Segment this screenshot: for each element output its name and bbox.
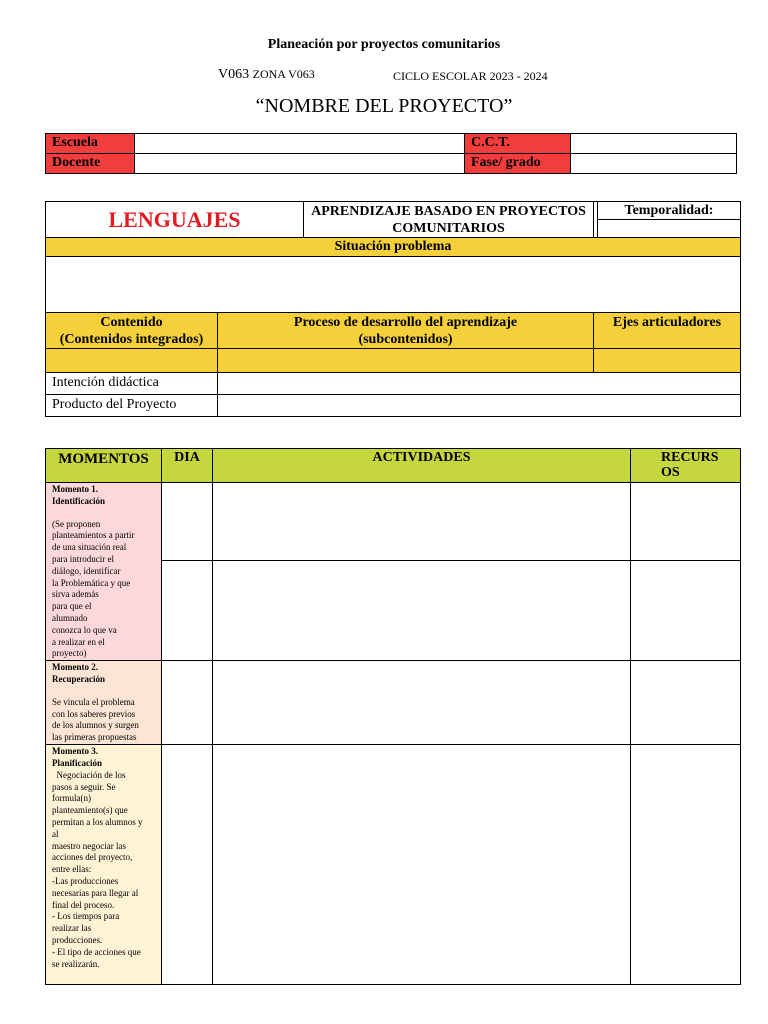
fase-field[interactable]	[571, 154, 737, 174]
moment-1-dia-b[interactable]	[162, 561, 213, 661]
cct-field[interactable]	[571, 134, 737, 154]
moment-line: alumnado	[52, 612, 88, 623]
producto-label: Producto del Proyecto	[46, 395, 218, 417]
moment-1-name: Identificación	[52, 495, 105, 506]
temporalidad-label: Temporalidad:	[598, 202, 741, 220]
activities-table	[45, 448, 741, 985]
moment-line: final del proceso.	[52, 899, 115, 910]
proceso-field[interactable]	[218, 349, 594, 373]
fase-label: Fase/ grado	[465, 154, 571, 174]
ejes-label: Ejes articuladores	[594, 313, 741, 349]
moment-2	[46, 661, 162, 745]
col-recursos-1: RECURS	[661, 450, 719, 465]
moment-line: al	[52, 828, 59, 839]
moment-3-name: Planificación	[52, 757, 102, 768]
moment-1	[46, 483, 162, 661]
proceso-header	[218, 313, 594, 349]
moment-3-title: Momento 3.	[52, 746, 98, 757]
moment-2-description	[52, 697, 157, 744]
escuela-field[interactable]	[135, 134, 465, 154]
moment-line: - Los tiempos para	[52, 911, 120, 922]
proceso-label: Proceso de desarrollo del aprendizaje	[293, 315, 518, 330]
moment-2-name: Recuperación	[52, 673, 105, 684]
moment-line: sirva además	[52, 589, 99, 600]
moment-1-title: Momento 1.	[52, 484, 98, 494]
moment-line: las primeras propuestas	[52, 732, 137, 743]
docente-field[interactable]	[135, 154, 465, 174]
moment-line: planteamiento(s) que	[52, 805, 128, 816]
moment-line: formula(n)	[52, 793, 91, 804]
col-recursos	[631, 449, 741, 483]
campo-formativo: LENGUAJES	[46, 202, 304, 238]
moment-line: planteamientos a partir	[52, 530, 135, 541]
moment-3-dia[interactable]	[162, 745, 213, 985]
moment-1-dia-a[interactable]	[162, 483, 213, 561]
situacion-label: Situación problema	[46, 238, 741, 257]
col-recursos-2: OS	[661, 465, 680, 480]
col-momentos: MOMENTOS	[46, 449, 162, 483]
moment-line: con los saberes previos	[52, 708, 136, 719]
intencion-label: Intención didáctica	[46, 373, 218, 395]
moment-2-title: Momento 2.	[52, 662, 98, 673]
metodologia: APRENDIZAJE BASADO EN PROYECTOS COMUNITARIOS	[304, 202, 594, 238]
moment-1-actividades-a[interactable]	[213, 483, 631, 561]
school-cycle: CICLO ESCOLAR 2023 - 2024	[393, 69, 548, 83]
moment-3	[46, 745, 162, 985]
moment-line: Negociación de los	[52, 769, 126, 780]
subject-table	[45, 201, 741, 417]
moment-2-recursos[interactable]	[631, 661, 741, 745]
col-dia: DIA	[162, 449, 213, 483]
moment-2-actividades[interactable]	[213, 661, 631, 745]
contenido-header	[46, 313, 218, 349]
info-table	[45, 133, 737, 174]
moment-line: la Problemática y que	[52, 577, 131, 588]
moment-line: acciones del proyecto,	[52, 852, 133, 863]
moment-1-description	[52, 519, 157, 661]
moment-line: necesarias para llegar al	[52, 887, 139, 898]
moment-1-actividades-b[interactable]	[213, 561, 631, 661]
moment-line: - El tipo de acciones que	[52, 946, 141, 957]
moment-line: a realizar en el	[52, 636, 105, 647]
project-name: “NOMBRE DEL PROYECTO”	[255, 95, 513, 117]
moment-line: proyecto)	[52, 648, 87, 659]
code-zone: ZONA V063	[252, 67, 315, 81]
moment-line: diálogo, identificar	[52, 565, 121, 576]
intencion-field[interactable]	[218, 373, 741, 395]
cct-label: C.C.T.	[465, 134, 571, 154]
moment-line: de los alumnos y surgen	[52, 720, 139, 731]
moment-line: producciones.	[52, 934, 103, 945]
col-actividades: ACTIVIDADES	[213, 449, 631, 483]
contenido-sub: (Contenidos integrados)	[59, 332, 204, 347]
code-main: V063	[218, 67, 250, 82]
moment-3-actividades[interactable]	[213, 745, 631, 985]
moment-line: permitan a los alumnos y	[52, 816, 143, 827]
moment-line: de una situación real	[52, 542, 127, 553]
moment-line: realizar las	[52, 923, 92, 934]
moment-line: pasos a seguir. Se	[52, 781, 116, 792]
moment-line: se realizarán.	[52, 958, 100, 969]
ejes-field[interactable]	[594, 349, 741, 373]
document-title: Planeación por proyectos comunitarios	[267, 37, 501, 52]
moment-line: maestro negociar las	[52, 840, 126, 851]
moment-2-dia[interactable]	[162, 661, 213, 745]
moment-3-description	[52, 770, 157, 971]
situacion-field[interactable]	[46, 257, 741, 313]
moment-1-recursos-a[interactable]	[631, 483, 741, 561]
moment-line: (Se proponen	[52, 518, 101, 529]
escuela-label: Escuela	[46, 134, 135, 154]
moment-line: entre ellas:	[52, 864, 92, 875]
zone-code	[218, 67, 315, 83]
moment-1-recursos-b[interactable]	[631, 561, 741, 661]
producto-field[interactable]	[218, 395, 741, 417]
contenido-field[interactable]	[46, 349, 218, 373]
moment-3-recursos[interactable]	[631, 745, 741, 985]
moment-line: Se vincula el problema	[52, 696, 135, 707]
contenido-label: Contenido	[100, 315, 163, 330]
temporalidad-field[interactable]	[598, 220, 741, 238]
moment-line: conozca lo que va	[52, 624, 117, 635]
moment-line: para que el	[52, 601, 92, 612]
docente-label: Docente	[46, 154, 135, 174]
proceso-sub: (subcontenidos)	[358, 332, 453, 347]
moment-line: para introducir el	[52, 553, 114, 564]
moment-line: -Las producciones	[52, 875, 119, 886]
